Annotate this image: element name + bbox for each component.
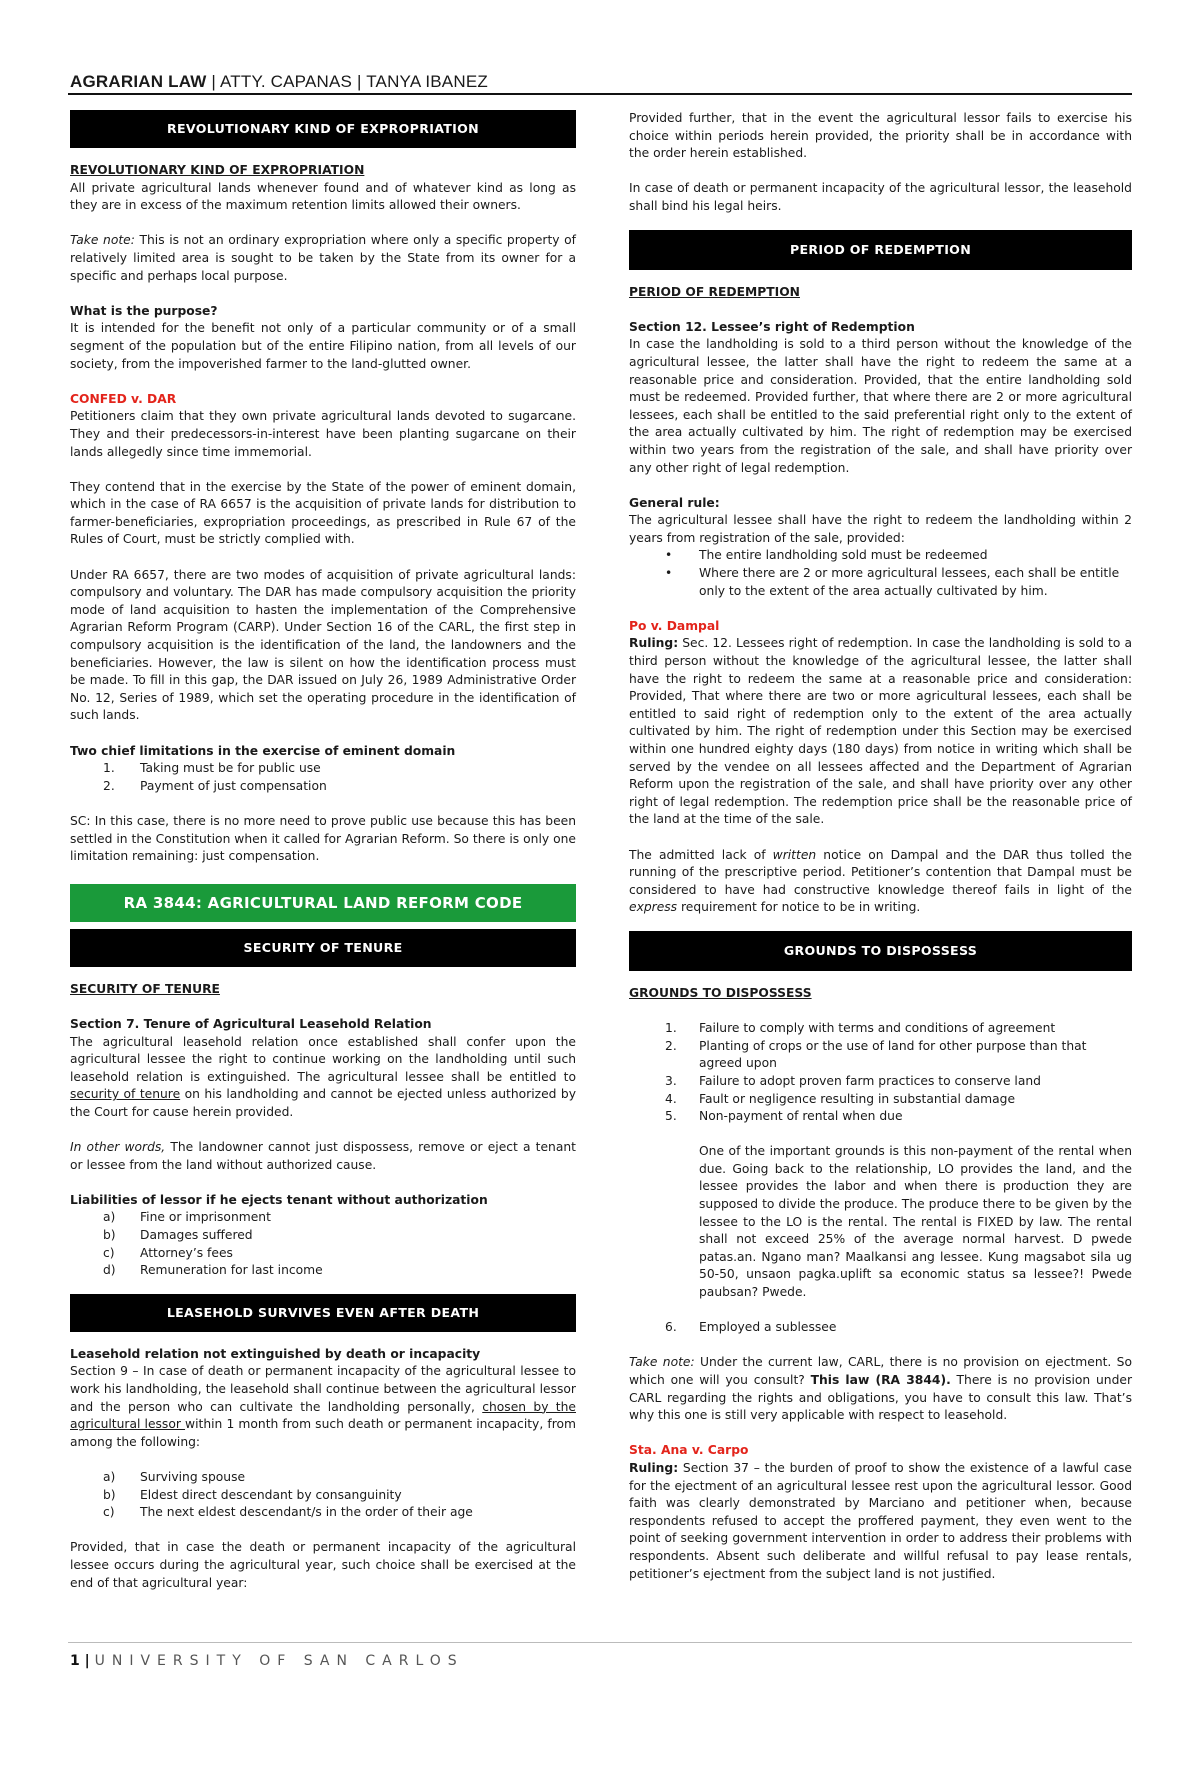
list-text: Employed a sublessee — [699, 1320, 837, 1335]
provided-paragraph: Provided, that in case the death or permanent incapacity of the agricultural lessee occurs during the agricultural year, such choice shall be exercised at the end of that agricultural year: — [70, 1540, 576, 1590]
list-marker: 2. — [103, 778, 115, 793]
list-marker: c) — [103, 1245, 115, 1260]
list-text: Eldest direct descendant by consanguinity — [140, 1487, 402, 1502]
rev-heading: REVOLUTIONARY KIND OF EXPROPRIATION — [70, 163, 365, 177]
header-rule — [68, 93, 1132, 95]
text-run: within 1 month from such death or permanent incapacity, from among the following: — [70, 1417, 576, 1449]
banner-redemption: PERIOD OF REDEMPTION — [629, 230, 1132, 270]
list-marker: a) — [103, 1210, 116, 1225]
footer-separator: | — [79, 1653, 95, 1669]
limits-list — [70, 760, 576, 795]
list-marker: c) — [103, 1505, 115, 1520]
list-item — [70, 1487, 576, 1505]
page-header — [70, 72, 1130, 92]
list-item — [70, 760, 576, 778]
purpose-question: What is the purpose? — [70, 303, 218, 318]
list-marker: b) — [103, 1228, 116, 1243]
list-marker: 5. — [665, 1109, 677, 1124]
list-item — [629, 1038, 1132, 1073]
confed-paragraph-3: Under RA 6657, there are two modes of acquisition of private agricultural lands: compulsory and voluntary. The DAR has made compulsory acquisition the priority mode of land acquisition to hasten the implementation of the Comprehensive Agrarian Reform Program (CARP). Under Section 16 of the CARL, the first step in compulsory acquisition is the identification of the land, the landowners and the beneficiaries. However, the law is silent on how the identification process must be made. To fill in this gap, the DAR issued on July 26, 1989 Administrative Order No. 12, Series of 1989, which set the operating procedure in the identification of such lands. — [70, 567, 576, 723]
text-run: Under the current law, CARL, there is no provision on ejectment. So which one will you consult? — [629, 1355, 1132, 1387]
rev-text: All private agricultural lands whenever found and of whatever kind as long as they are in excess of the maximum retention limits allowed their owners. — [70, 180, 576, 213]
list-item — [629, 1108, 1132, 1126]
section12-text: In case the landholding is sold to a third person without the knowledge of the agricultural lessee, the latter shall have the right to redeem the same at a reasonable price and consideration. Provided, that the entire landholding sold must be redeemed. Provided further, that where there are 2 or more agricultural lessees, each shall be entitled to the said preferential right only to the extent of the area actually cultivated by him. The right of redemption may be exercised within two years from the registration of the sale, and shall have priority over any other right of legal redemption. — [629, 337, 1132, 475]
list-item — [70, 1227, 576, 1245]
takenote-label: Take note: — [629, 1355, 695, 1370]
ruling-label: Ruling: — [629, 1460, 679, 1475]
list-marker: a) — [103, 1470, 116, 1484]
list-text: Fault or negligence resulting in substantial damage — [699, 1091, 1016, 1106]
takenote-carl-paragraph — [629, 1354, 1132, 1424]
list-item — [629, 1020, 1132, 1038]
header-authors: | ATTY. CAPANAS | TANYA IBANEZ — [206, 72, 488, 91]
footer-rule — [68, 1642, 1132, 1643]
list-text: Surviving spouse — [140, 1470, 246, 1484]
list-item — [629, 1319, 1132, 1337]
bullet-icon: • — [665, 566, 673, 581]
text-run-italic: written — [772, 847, 817, 862]
list-text: Where there are 2 or more agricultural lessees, each shall be entitle only to the extent of the area actually cultivated by him. — [699, 566, 1120, 598]
list-item — [629, 1091, 1132, 1109]
section9-text — [70, 1363, 576, 1451]
text-run: The agricultural leasehold relation once established shall confer upon the agricultural lessee the right to continue working on the landholding until such leasehold relation is extinguished. The agricultural lessee shall be entitled to — [70, 1034, 576, 1084]
general-rule-text: The agricultural lessee shall have the right to redeem the landholding within 2 years from registration of the sale, provided: — [629, 513, 1132, 545]
list-text: Damages suffered — [140, 1228, 253, 1243]
list-text: Remuneration for last income — [140, 1263, 323, 1278]
purpose-text: It is intended for the benefit not only of a particular community or of a small segment of the population but of the entire Filipino nation, from all levels of our society, from the impoverished farmer to the land-glutted owner. — [70, 321, 576, 371]
list-item — [629, 565, 1132, 600]
security-heading: SECURITY OF TENURE — [70, 981, 220, 996]
case-title-sta-ana: Sta. Ana v. Carpo — [629, 1443, 749, 1458]
list-text: Taking must be for public use — [140, 761, 321, 776]
sta-ana-ruling-paragraph — [629, 1460, 1132, 1583]
text-run: notice on Dampal and the DAR thus tolled the running of the prescriptive period. Petitioner’s contention that Dampal must be considered to have had constructive knowledge thereof fails in light of the — [629, 847, 1132, 897]
list-text: Payment of just compensation — [140, 778, 327, 793]
list-marker: d) — [103, 1263, 116, 1278]
text-run-underlined: chosen by the agricultural lessor — [70, 1399, 576, 1432]
general-rule-heading: General rule: — [629, 495, 720, 510]
text-run-italic: express — [629, 900, 678, 915]
po-paragraph-2 — [629, 847, 1132, 917]
left-column — [70, 110, 576, 1592]
ruling-label: Ruling: — [629, 636, 679, 651]
liabilities-heading: Liabilities of lessor if he ejects tenant without authorization — [70, 1192, 488, 1207]
list-marker: 2. — [665, 1038, 677, 1053]
takenote-paragraph — [70, 232, 576, 285]
banner-leasehold: LEASEHOLD SURVIVES EVEN AFTER DEATH — [70, 1294, 576, 1332]
list-text: The next eldest descendant/s in the order of their age — [140, 1505, 473, 1520]
case-title-po: Po v. Dampal — [629, 618, 720, 633]
list-item — [70, 1262, 576, 1280]
takenote-label: Take note: — [70, 233, 135, 248]
header-course: AGRARIAN LAW — [70, 72, 207, 91]
right-column — [629, 110, 1132, 1583]
text-run: requirement for notice to be in writing. — [677, 900, 921, 915]
list-text: Fine or imprisonment — [140, 1210, 271, 1225]
list-text: Non-payment of rental when due — [699, 1109, 903, 1124]
grounds-list — [629, 1020, 1132, 1126]
list-marker: 1. — [103, 761, 115, 776]
list-text: Failure to adopt proven farm practices to conserve land — [699, 1073, 1041, 1088]
liabilities-list — [70, 1209, 576, 1279]
list-item — [70, 1504, 576, 1522]
banner-ra3844: RA 3844: AGRICULTURAL LAND REFORM CODE — [70, 884, 576, 922]
banner-revolutionary: REVOLUTIONARY KIND OF EXPROPRIATION — [70, 110, 576, 148]
list-item — [629, 547, 1132, 565]
po-ruling-paragraph — [629, 635, 1132, 829]
list-item — [70, 778, 576, 796]
banner-grounds: GROUNDS TO DISPOSSESS — [629, 931, 1132, 971]
page-number: 1 — [70, 1653, 80, 1669]
text-run-bold: This law (RA 3844). — [810, 1373, 951, 1387]
list-marker: 6. — [665, 1320, 677, 1335]
takenote-text: This is not an ordinary expropriation where only a specific property of relatively limited area is sought to be taken by the State from its owner for a specific and perhaps local purpose. — [70, 233, 577, 283]
lessor-death-paragraph: In case of death or permanent incapacity of the agricultural lessor, the leasehold shall bind his legal heirs. — [629, 181, 1132, 213]
ruling-text: Sec. 12. Lessees right of redemption. In case the landholding is sold to a third person without the knowledge of the agricultural lessee, the latter shall have the right to redeem the same at a reasonable price and consideration: Provided, That where there are two or more agricultural lessees, each shall be entitled to said right of redemption only to the extent of the area actually cultivated by him. The right of redemption under this Section may be exercised within one hundred eighty days (180 days) from notice in writing which shall be served by the vendee on all lessees affected and the Department of Agrarian Reform upon the registration of the sale, and shall have priority over any other right of legal redemption. The redemption price shall be the reasonable price of the land at the time of the sale. — [629, 636, 1132, 827]
list-item — [70, 1245, 576, 1263]
limits-heading: Two chief limitations in the exercise of eminent domain — [70, 743, 456, 758]
footer-school: UNIVERSITY OF SAN CARLOS — [94, 1653, 464, 1669]
redemption-heading: PERIOD OF REDEMPTION — [629, 284, 800, 299]
confed-paragraph-2: They contend that in the exercise by the State of the power of eminent domain, which in the case of RA 6657 is the acquisition of private lands for distribution to farmer-beneficiaries, expropriation proceedings, as prescribed in Rule 67 of the Rules of Court, must be strictly complied with. — [70, 479, 576, 547]
list-item — [629, 1073, 1132, 1091]
otherwords-text: The landowner cannot just dispossess, remove or eject a tenant or lessee from the land without authorized cause. — [70, 1140, 576, 1172]
page-footer — [70, 1653, 464, 1669]
otherwords-label: In other words, — [70, 1140, 166, 1155]
text-run: The admitted lack of — [629, 847, 773, 862]
list-marker: 1. — [665, 1021, 677, 1036]
list-text: Failure to comply with terms and conditions of agreement — [699, 1021, 1056, 1036]
section12-heading: Section 12. Lessee’s right of Redemption — [629, 319, 915, 334]
text-run: on his landholding and cannot be ejected unless authorized by the Court for cause herein provided. — [70, 1087, 576, 1119]
leasehold-heading: Leasehold relation not extinguished by death or incapacity — [70, 1346, 481, 1361]
confed-paragraph-1: Petitioners claim that they own private agricultural lands devoted to sugarcane. They and their predecessors-in-interest have been planting sugarcane on their lands allegedly since time immemorial. — [70, 409, 576, 459]
list-item — [70, 1209, 576, 1227]
case-title-confed: CONFED v. DAR — [70, 391, 177, 406]
grounds-note: One of the important grounds is this non-payment of the rental when due. Going back to the relationship, LO provides the land, and the lessee provides the labor and when there is production they are supposed to divide the produce. The produce there to be given by the lessee to the LO is the rental. The rental is FIXED by law. The rental shall not exceed 25% of the average normal harvest. D pwede patas.an. Ngano man? Maalkansi ang lessee. Kung magsabot sila ug 50-50, unsaon pagka.uplift sa economic status sa lessee?! Pwede paubsan? Pwede. — [699, 1144, 1132, 1300]
list-marker: b) — [103, 1487, 116, 1502]
provided-further-paragraph: Provided further, that in the event the agricultural lessor fails to exercise his choice within periods herein provided, the priority shall be in accordance with the order herein established. — [629, 111, 1132, 161]
text-run-underlined: security of tenure — [70, 1087, 181, 1102]
heirs-list — [70, 1469, 576, 1522]
list-item — [70, 1469, 576, 1487]
section7-heading: Section 7. Tenure of Agricultural Leasehold Relation — [70, 1016, 432, 1031]
grounds-list-cont — [629, 1319, 1132, 1337]
grounds-heading: GROUNDS TO DISPOSSESS — [629, 985, 812, 1000]
list-text: Attorney’s fees — [140, 1245, 233, 1260]
banner-security: SECURITY OF TENURE — [70, 929, 576, 967]
bullet-icon: • — [665, 548, 673, 563]
general-rule-bullets — [629, 547, 1132, 600]
ruling-text: Section 37 – the burden of proof to show the existence of a lawful case for the ejectment of an agricultural lessee rest upon the agricultural lessor. Good faith was clearly demonstrated by Marciano and petitioner when, because respondents refused to accept the proffered payment, they even went to the point of seeking government intervention in order to address their problems with respondents. Absent such deliberate and willful refusal to pay lease rentals, petitioner’s ejectment from the subject land is not justified. — [629, 1460, 1132, 1581]
list-marker: 4. — [665, 1091, 677, 1106]
list-text: Planting of crops or the use of land for other purpose than that agreed upon — [699, 1038, 1087, 1071]
text-run: Section 9 – In case of death or permanent incapacity of the agricultural lessee to work his landholding, the leasehold shall continue between the agricultural lessor and the person who can cultivate the landholding personally, — [70, 1364, 576, 1414]
list-text: The entire landholding sold must be redeemed — [699, 548, 988, 563]
list-marker: 3. — [665, 1073, 677, 1088]
sc-paragraph: SC: In this case, there is no more need to prove public use because this has been settled in the Constitution when it called for Agrarian Reform. So there is only one limitation remaining: just compensation. — [70, 813, 576, 864]
section7-text — [70, 1034, 576, 1122]
otherwords-paragraph — [70, 1139, 576, 1174]
text-run: There is no provision under CARL regarding the rights and obligations, you have to consult this law. That’s why this one is still very applicable with respect to leasehold. — [629, 1373, 1133, 1423]
